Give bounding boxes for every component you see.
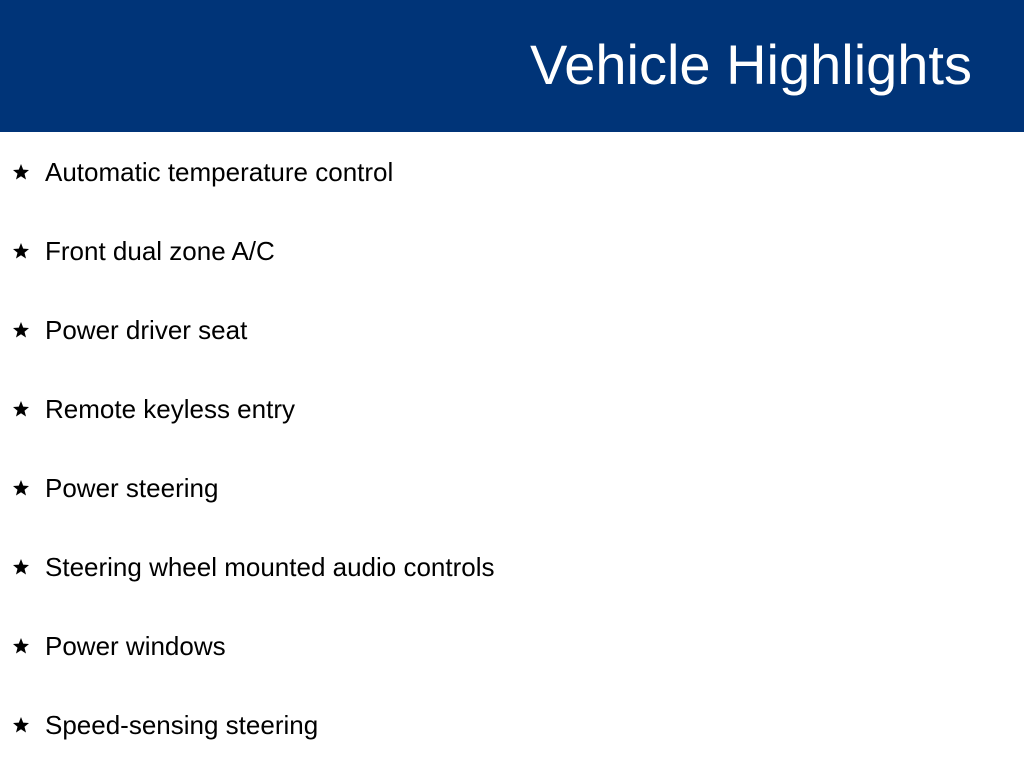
highlight-label: Speed-sensing steering [45, 710, 319, 740]
highlight-label: Power steering [45, 473, 219, 503]
highlight-label: Steering wheel mounted audio controls [45, 552, 495, 582]
highlight-label: Power driver seat [45, 315, 248, 345]
list-item [0, 389, 1000, 429]
star-icon [11, 636, 31, 656]
highlight-label: Remote keyless entry [45, 394, 295, 424]
star-icon [11, 320, 31, 340]
star-icon [11, 557, 31, 577]
star-icon [11, 399, 31, 419]
highlight-label: Automatic temperature control [45, 157, 394, 187]
highlight-label: Front dual zone A/C [45, 236, 275, 266]
list-item [0, 468, 1000, 508]
list-item [0, 231, 1000, 271]
list-item [0, 705, 1000, 745]
star-icon [11, 162, 31, 182]
page-title: Vehicle Highlights [529, 33, 972, 96]
highlight-label: Power windows [45, 631, 226, 661]
list-item [0, 310, 1000, 350]
star-icon [11, 241, 31, 261]
header-banner [0, 0, 1024, 132]
list-item [0, 547, 1000, 587]
star-icon [11, 715, 31, 735]
list-item [0, 626, 1000, 666]
list-item [0, 152, 1000, 192]
star-icon [11, 478, 31, 498]
